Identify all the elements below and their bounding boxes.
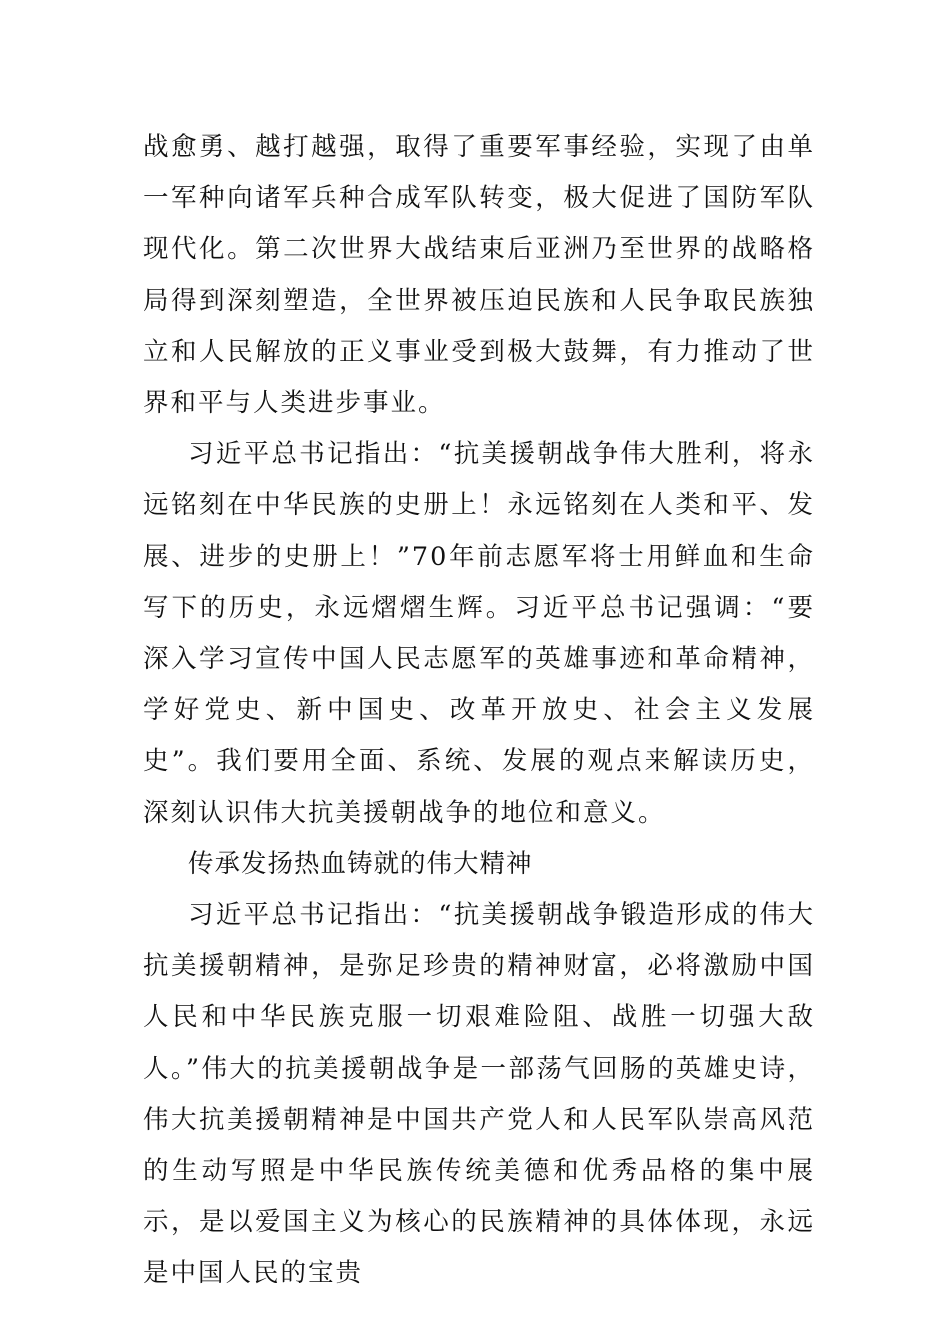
- paragraph-quote-victory: 习近平总书记指出：“抗美援朝战争伟大胜利，将永远铭刻在中华民族的史册上！永远铭刻在人类和平、发展、进步的史册上！”70年前志愿军将士用鲜血和生命写下的历史，永远熠熠生辉。习近平总书记强调：“要深入学习宣传中国人民志愿军的英雄事迹和革命精神，学好党史、新中国史、改革开放史、社会主义发展史”。我们要用全面、系统、发展的观点来解读历史，深刻认识伟大抗美援朝战争的地位和意义。: [143, 439, 815, 828]
- paragraph-continuation: 战愈勇、越打越强，取得了重要军事经验，实现了由单一军种向诸军兵种合成军队转变，极大促进了国防军队现代化。第二次世界大战结束后亚洲乃至世界的战略格局得到深刻塑造，全世界被压迫民族和人民争取民族独立和人民解放的正义事业受到极大鼓舞，有力推动了世界和平与人类进步事业。: [143, 132, 815, 419]
- section-heading: 传承发扬热血铸就的伟大精神: [188, 848, 533, 879]
- paragraph-quote-spirit: 习近平总书记指出：“抗美援朝战争锻造形成的伟大抗美援朝精神，是弥足珍贵的精神财富，必将激励中国人民和中华民族克服一切艰难险阻、战胜一切强大敌人。”伟大的抗美援朝战争是一部荡气回肠的英雄史诗，伟大抗美援朝精神是中国共产党人和人民军队崇高风范的生动写照是中华民族传统美德和优秀品格的集中展示，是以爱国主义为核心的民族精神的具体体现，永远是中国人民的宝贵: [143, 900, 815, 1289]
- document-body: [143, 122, 815, 1300]
